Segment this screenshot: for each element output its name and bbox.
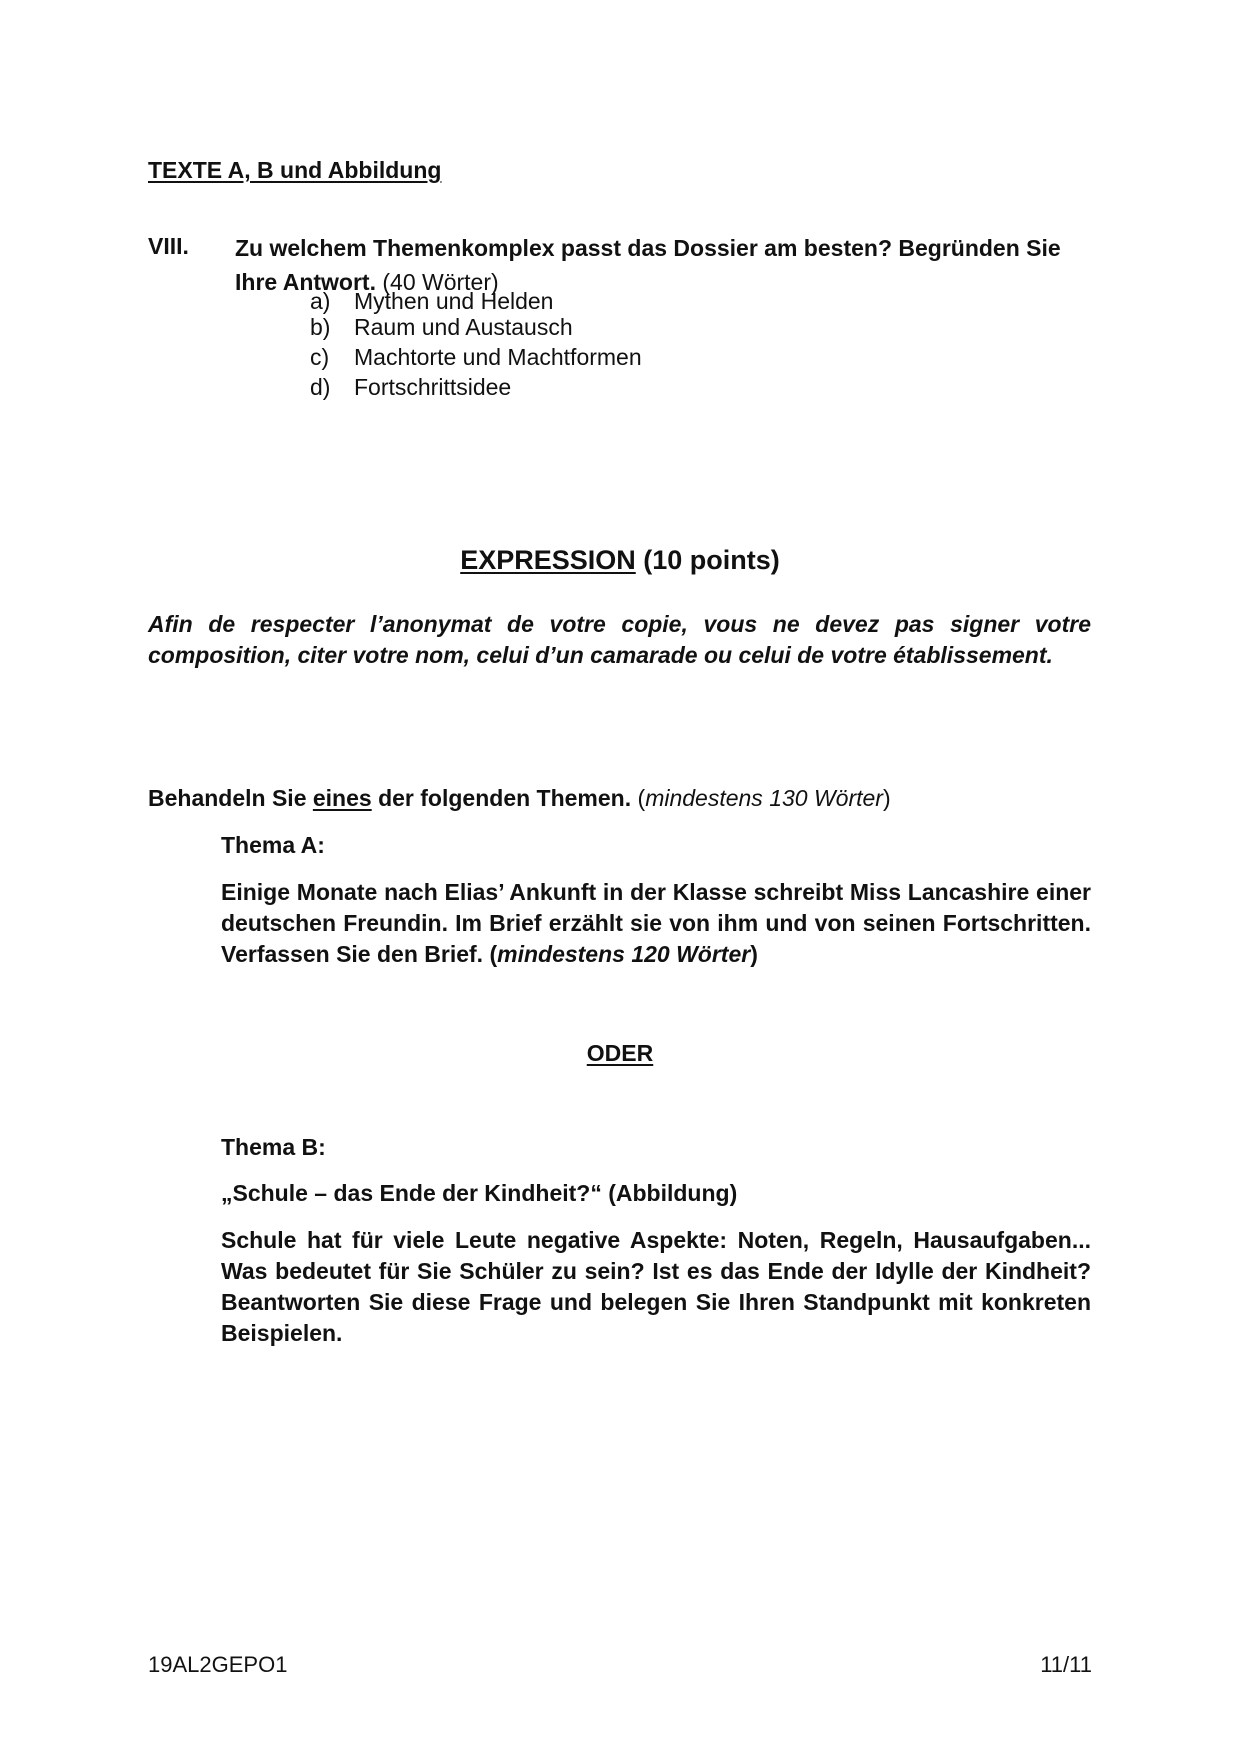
option-letter: c) bbox=[310, 344, 330, 370]
option-letter: b) bbox=[310, 314, 331, 340]
thema-a-close: ) bbox=[750, 941, 758, 967]
instruction-underlined: eines bbox=[312, 785, 372, 811]
instruction-part1: Behandeln Sie bbox=[148, 785, 313, 811]
thema-b-quote: „Schule – das Ende der Kindheit?“ (Abbildung) bbox=[221, 1180, 738, 1206]
task-instruction bbox=[148, 785, 891, 812]
instruction-min-words: mindestens 130 Wörter bbox=[645, 785, 883, 811]
instruction-part2: der folgenden Themen. bbox=[371, 785, 632, 811]
oder-text: ODER bbox=[586, 1040, 654, 1066]
option-c bbox=[310, 343, 642, 371]
thema-a-min-words: mindestens 120 Wörter bbox=[497, 941, 751, 967]
option-d bbox=[310, 373, 511, 401]
option-label: Raum und Austausch bbox=[354, 314, 573, 340]
thema-b-label: Thema B: bbox=[221, 1134, 326, 1160]
option-b bbox=[310, 313, 573, 341]
instruction-paren-close: ) bbox=[882, 785, 891, 811]
thema-b-text: Schule hat für viele Leute negative Aspekte: Noten, Regeln, Hausaufgaben... Was bedeutet für Sie Schüler zu sein? Ist es das Ende der Idylle der Kindheit? Beantworten Sie diese Frage und belegen Sie Ihren Standpunkt mit konkreten Beispielen. bbox=[221, 1227, 1091, 1346]
option-label: Mythen und Helden bbox=[354, 288, 554, 314]
thema-a-body: Einige Monate nach Elias’ Ankunft in der Klasse schreibt Miss Lancashire einer deutschen Freundin. Im Brief erzählt sie von ihm und von seinen Fortschritten. Verfassen Sie den Brief. ( bbox=[221, 879, 1091, 967]
question-text-bold: Zu welchem Themenkomplex passt das Dossier am besten? Begründen Sie Ihre Antwort. bbox=[235, 235, 1061, 295]
thema-a-label: Thema A: bbox=[221, 832, 325, 858]
thema-a-text bbox=[221, 877, 1091, 970]
question-word-count: (40 Wörter) bbox=[375, 269, 499, 295]
option-label: Machtorte und Machtformen bbox=[354, 344, 642, 370]
option-letter: d) bbox=[310, 374, 331, 400]
anonymity-notice: Afin de respecter l’anonymat de votre copie, vous ne devez pas signer votre composition, citer votre nom, celui d’un camarade ou celui de votre établissement. bbox=[148, 611, 1091, 668]
expression-title bbox=[0, 545, 1240, 576]
option-letter: a) bbox=[310, 288, 331, 314]
instruction-paren-open: ( bbox=[631, 785, 646, 811]
expression-points: (10 points) bbox=[635, 545, 780, 575]
option-label: Fortschrittsidee bbox=[354, 374, 512, 400]
footer-code: 19AL2GEPO1 bbox=[148, 1652, 288, 1677]
footer-page-number: 11/11 bbox=[1040, 1652, 1092, 1677]
expression-title-text: EXPRESSION bbox=[460, 545, 636, 575]
option-a bbox=[310, 287, 553, 315]
question-number: VIII. bbox=[148, 233, 189, 259]
oder-divider bbox=[0, 1040, 1240, 1067]
section-heading: TEXTE A, B und Abbildung bbox=[148, 157, 442, 183]
